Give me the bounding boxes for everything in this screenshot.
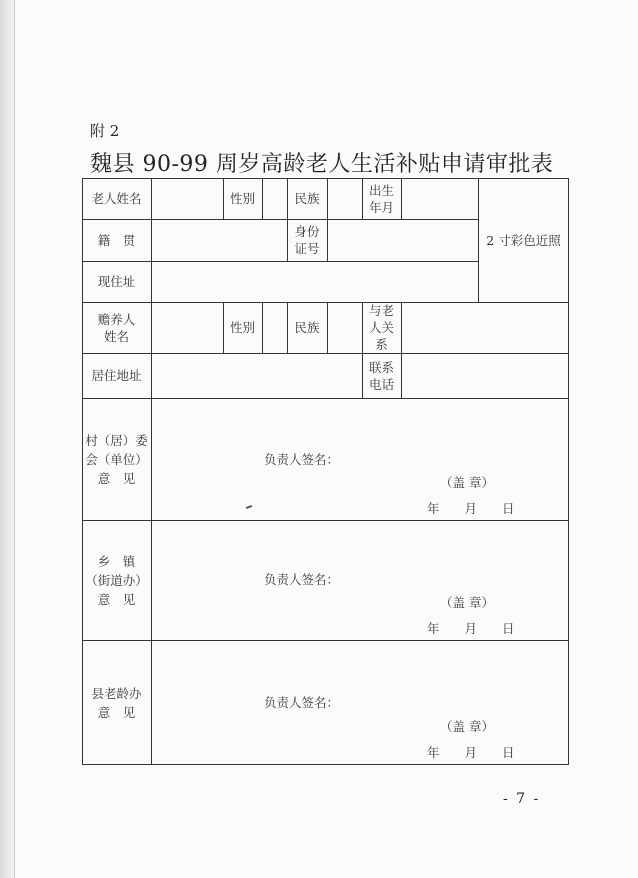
signer-label: 负责人签名： — [264, 572, 340, 587]
phone-label: 联系 电话 — [368, 359, 394, 392]
caretaker-ethnicity-label: 民族 — [294, 320, 320, 335]
seal-label: （盖 章） — [440, 595, 494, 610]
col-line — [327, 219, 328, 261]
seal-label: （盖 章） — [440, 719, 494, 734]
county-aging-office-opinion-label: 县老龄办 意 见 — [91, 685, 142, 720]
id-number-label: 身份 证号 — [294, 224, 320, 256]
row-line — [82, 520, 569, 521]
photo-placeholder: 2 寸彩色近照 — [486, 232, 561, 248]
attachment-label: 附 2 — [90, 122, 120, 140]
village-committee-opinion-label: 村（居）委 会（单位） 意 见 — [85, 432, 148, 486]
col-line — [262, 302, 263, 353]
address-label: 现住址 — [97, 274, 136, 289]
signer-label: 负责人签名： — [264, 452, 340, 467]
date-label: 年 月 日 — [427, 745, 515, 760]
col-line — [327, 178, 328, 219]
form-title: 魏县 90-99 周岁高龄老人生活补贴申请审批表 — [90, 152, 554, 177]
row-line — [82, 640, 569, 641]
birth-date-label: 出生 年月 — [368, 182, 394, 215]
elder-name-label: 老人姓名 — [91, 191, 142, 206]
caretaker-gender-label: 性别 — [229, 320, 255, 335]
relation-label: 与老 人关 系 — [368, 303, 394, 352]
ethnicity-label: 民族 — [294, 191, 320, 206]
gender-label: 性别 — [229, 191, 255, 206]
col-line — [151, 178, 152, 765]
col-line — [262, 178, 263, 219]
date-label: 年 月 日 — [427, 501, 515, 516]
col-line — [401, 302, 402, 353]
residence-label: 居住地址 — [91, 368, 142, 383]
signer-label: 负责人签名： — [264, 695, 340, 710]
page-number: - 7 - — [503, 791, 541, 807]
col-line — [327, 302, 328, 353]
row-line — [82, 353, 569, 354]
col-line — [401, 353, 402, 398]
date-label: 年 月 日 — [427, 621, 515, 636]
page-edge-line — [14, 0, 15, 878]
caretaker-name-label: 赡养人 姓名 — [97, 311, 136, 344]
col-line — [401, 178, 402, 219]
township-opinion-label: 乡 镇 （街道办） 意 见 — [85, 553, 148, 607]
origin-label: 籍 贯 — [97, 232, 136, 248]
row-line — [82, 398, 569, 399]
seal-label: （盖 章） — [440, 475, 494, 490]
page-edge — [0, 0, 14, 878]
